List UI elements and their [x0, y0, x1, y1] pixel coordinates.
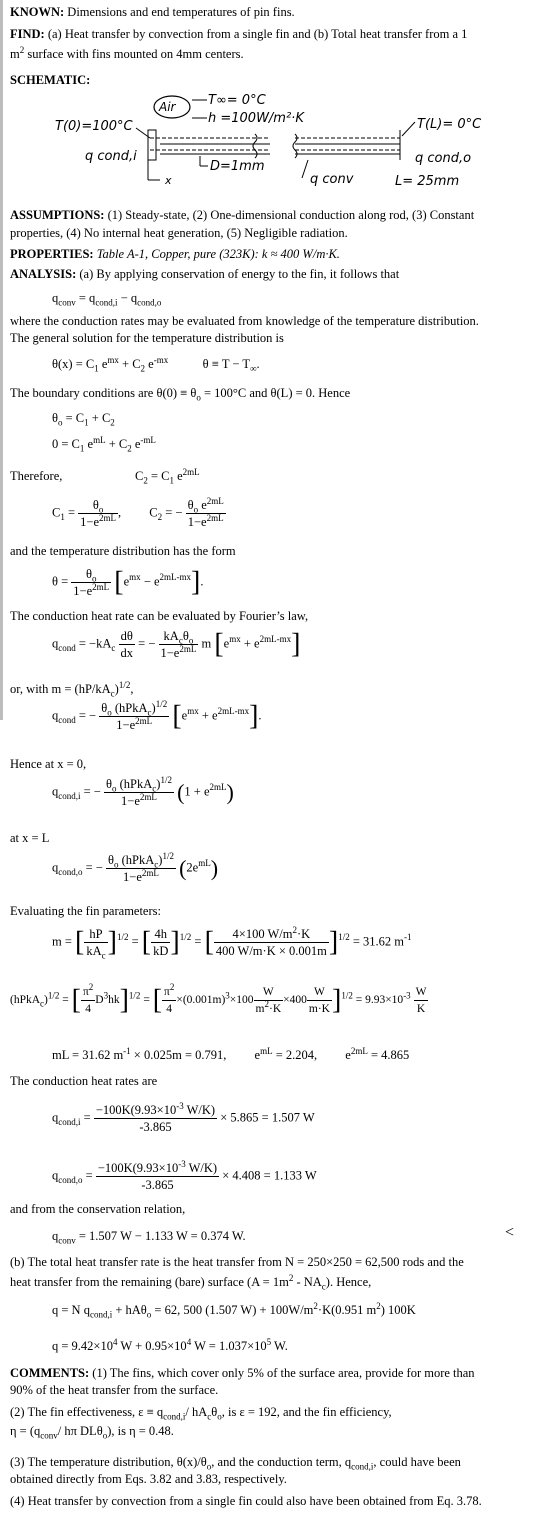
eq-qcond-i: $q_{cond,i}$ = − $\frac{\theta_o (hPkA_c)^{1/2}}{1-e^{2mL}}$ $(1 + e^{2mL})$ — [52, 774, 234, 808]
find-line: FIND: (a) Heat transfer by convection from a single fin and (b) Total heat transfer from a 1 — [10, 27, 468, 41]
eq-total-q: q = N $q_{cond,i} + hA\theta_o = 62$, 500 (1.507 $W) + 100W/m^2\cdot K(0.951$ $m^2$) 100K — [52, 1300, 416, 1320]
analysis-p9: Evaluating the fin parameters: — [10, 904, 161, 918]
qconv-label: q conv — [310, 172, 354, 187]
find-line-2: $m^2$ surface with fins mounted on 4mm centers. — [10, 44, 244, 61]
comments-line-4: $\eta = (q_{conv}/$ hπ DLθ$_o$), is η = 0.48. — [10, 1424, 174, 1441]
eq-bc1: $\theta_o = C_1 + C_2$ — [52, 411, 115, 428]
eq-qi-result: $q_{cond,i}$ = $\frac{-100K(9.93\times 10^{-3} W/K)}{-3.865}$ × 5.865 = 1.507 W — [52, 1100, 315, 1134]
analysis-p6: or, with $m = (hP/kA_c)^{1/2}$, — [10, 679, 134, 699]
assumptions-line-2: properties, (4) No internal heat generation, (5) Negligible radiation. — [10, 226, 348, 240]
eq-c2: $C_2 = C_1$ $e^{2mL}$ — [135, 466, 200, 486]
eq-energy-balance: $q_{conv} = q_{cond,i} - q_{cond,o}$ — [52, 291, 162, 308]
eq-general-solution: $\theta(x) = C_1$ $e^{mx} + C_2$ $e^{-mx}$ $\theta \equiv T - T_\infty$. — [52, 354, 260, 374]
assumptions-line: ASSUMPTIONS: (1) Steady-state, (2) One-dimensional conduction along rod, (3) Constant — [10, 208, 475, 222]
known-line: KNOWN: Dimensions and end temperatures of pin fins. — [10, 5, 295, 19]
comments-line-5: (3) The temperature distribution, $\theta(x)/\theta_o$, and the conduction term, $q_{cond,i}$, could have been — [10, 1455, 461, 1472]
eq-qconv-result: $q_{conv} = 1.507$ W − 1.133 W = 0.374 W. — [52, 1229, 246, 1246]
eq-qcond: $q_{cond}$ = − $\frac{\theta_o (hPkA_c)^{1/2}}{1-e^{2mL}}$ $[e^{mx} + e^{2mL-mx}]$. — [52, 698, 262, 732]
result-check-mark: < — [505, 1224, 515, 1241]
properties-line: PROPERTIES: Table A-1, Copper, pure (323K): k ≈ 400 W/m·K. — [10, 247, 340, 261]
analysis-p1: where the conduction rates may be evaluated from knowledge of the temperature distribution. — [10, 314, 479, 328]
eq-bc2: $0 = C_1$ $e^{mL} + C_2$ $e^{-mL}$ — [52, 434, 156, 454]
t0-label: T(0)=100°C — [55, 119, 133, 134]
eq-hpka: (hPkA$_c$)$^{1/2}$ = [ $\frac{\pi^2}{4}$ $D^3hk]^{1/2}$ = [ $\frac{\pi^2}{4}$ $\times(0.001m)^3\times 100$ $\frac{W}{m^2\cdot K}$ ×400 $\frac{W}{m\cdot K}$ ]$^{1/2} = 9.93\times 10^{-3}$ $\frac{W}{K}$ — [10, 982, 427, 1016]
fin-schematic — [40, 90, 510, 200]
comments-line-2: 90% of the heat transfer from the surface. — [10, 1383, 219, 1397]
air-label: Air — [159, 100, 176, 114]
analysis-p10: The conduction heat rates are — [10, 1074, 158, 1088]
analysis-p8: at x = L — [10, 831, 50, 845]
eq-c1-c2: $C_1$ = $\frac{\theta_o}{1-e^{2mL}}$ , $C_2$ = − $\frac{\theta_o e^{2mL}}{1-e^{2mL}}$ — [52, 495, 224, 529]
comments-line-6: obtained directly from Eqs. 3.82 and 3.83, respectively. — [10, 1472, 287, 1486]
analysis-p3: The boundary conditions are $\theta(0) \equiv \theta_o = 100^\circ C$ and θ(L) = 0. Hence — [10, 386, 351, 403]
therefore-label: Therefore, — [10, 469, 63, 483]
schematic-heading: SCHEMATIC: — [10, 73, 91, 87]
left-margin-bar — [0, 0, 3, 720]
qcondo-label: q cond,o — [415, 151, 472, 166]
tl-label: T(L)= 0°C — [417, 117, 482, 132]
analysis-p7: Hence at x = 0, — [10, 757, 87, 771]
eq-fourier: $q_{cond} = -kA_c$ $\frac{d\theta}{dx}$ = − $\frac{kA_c\theta_o}{1-e^{2mL}}$ m $[e^{mx} + e^{2mL-mx}]$ — [52, 628, 301, 660]
eq-ml-values: mL = 31.62 $m^{-1} \times 0.025m = 0.791$, $e^{mL} = 2.204$, $e^{2mL} = 4.865$ — [52, 1045, 410, 1062]
comments-line-7: (4) Heat transfer by convection from a single fin could also have been obtained from Eq. 3.78. — [10, 1494, 482, 1508]
partb-line-1: (b) The total heat transfer rate is the heat transfer from N = 250×250 = 62,500 rods and the — [10, 1255, 464, 1269]
x-label: x — [165, 174, 172, 187]
partb-line-2: heat transfer from the remaining (bare) surface $(A = 1m^2 - NA_c)$. Hence, — [10, 1272, 372, 1292]
eq-temp-distribution: θ = $\frac{\theta_o}{1-e^{2mL}}$ $[e^{mx} - e^{2mL-mx}]$. — [52, 566, 204, 598]
eq-qo-result: $q_{cond,o}$ = $\frac{-100K(9.93\times 10^{-3} W/K)}{-3.865}$ × 4.408 = 1.133 W — [52, 1158, 317, 1192]
eq-m-value: m = [ $\frac{hP}{kA_c}$ ]$^{1/2}$ = [ $\frac{4h}{kD}$ ]$^{1/2}$ = [ $\frac{4\times 100 W/m^2\cdot K}{400 W/m\cdot K \times 0.001m}$ ]$^{1/2}$ = 31.62 $m^{-1}$ — [52, 924, 412, 961]
tinf-label: T∞= 0°C — [208, 93, 266, 108]
analysis-p11: and from the conservation relation, — [10, 1202, 186, 1216]
d-label: D=1mm — [210, 159, 265, 174]
comments-line-3: (2) The fin effectiveness, $\varepsilon \equiv q_{cond,i}/$ $hA_c\theta_o$, is ε = 192, and the fin efficiency, — [10, 1405, 392, 1422]
analysis-p5: The conduction heat rate can be evaluated by Fourier’s law, — [10, 609, 309, 623]
h-label: h =100W/m²·K — [208, 111, 304, 126]
length-label: L= 25mm — [395, 174, 460, 189]
analysis-line: ANALYSIS: (a) By applying conservation of energy to the fin, it follows that — [10, 267, 400, 281]
qcondi-label: q cond,i — [85, 149, 137, 164]
analysis-p2: The general solution for the temperature distribution is — [10, 331, 284, 345]
analysis-p4: and the temperature distribution has the form — [10, 544, 236, 558]
eq-total-q-result: $q = 9.42\times 10^4$ $W + 0.95\times 10^4$ $W = 1.037\times 10^5$ W. — [52, 1336, 288, 1353]
eq-qcond-o: $q_{cond,o}$ = − $\frac{\theta_o (hPkA_c)^{1/2}}{1-e^{2mL}}$ $(2e^{mL})$ — [52, 850, 219, 884]
comments-line-1: COMMENTS: (1) The fins, which cover only 5% of the surface area, provide for more than — [10, 1366, 475, 1380]
